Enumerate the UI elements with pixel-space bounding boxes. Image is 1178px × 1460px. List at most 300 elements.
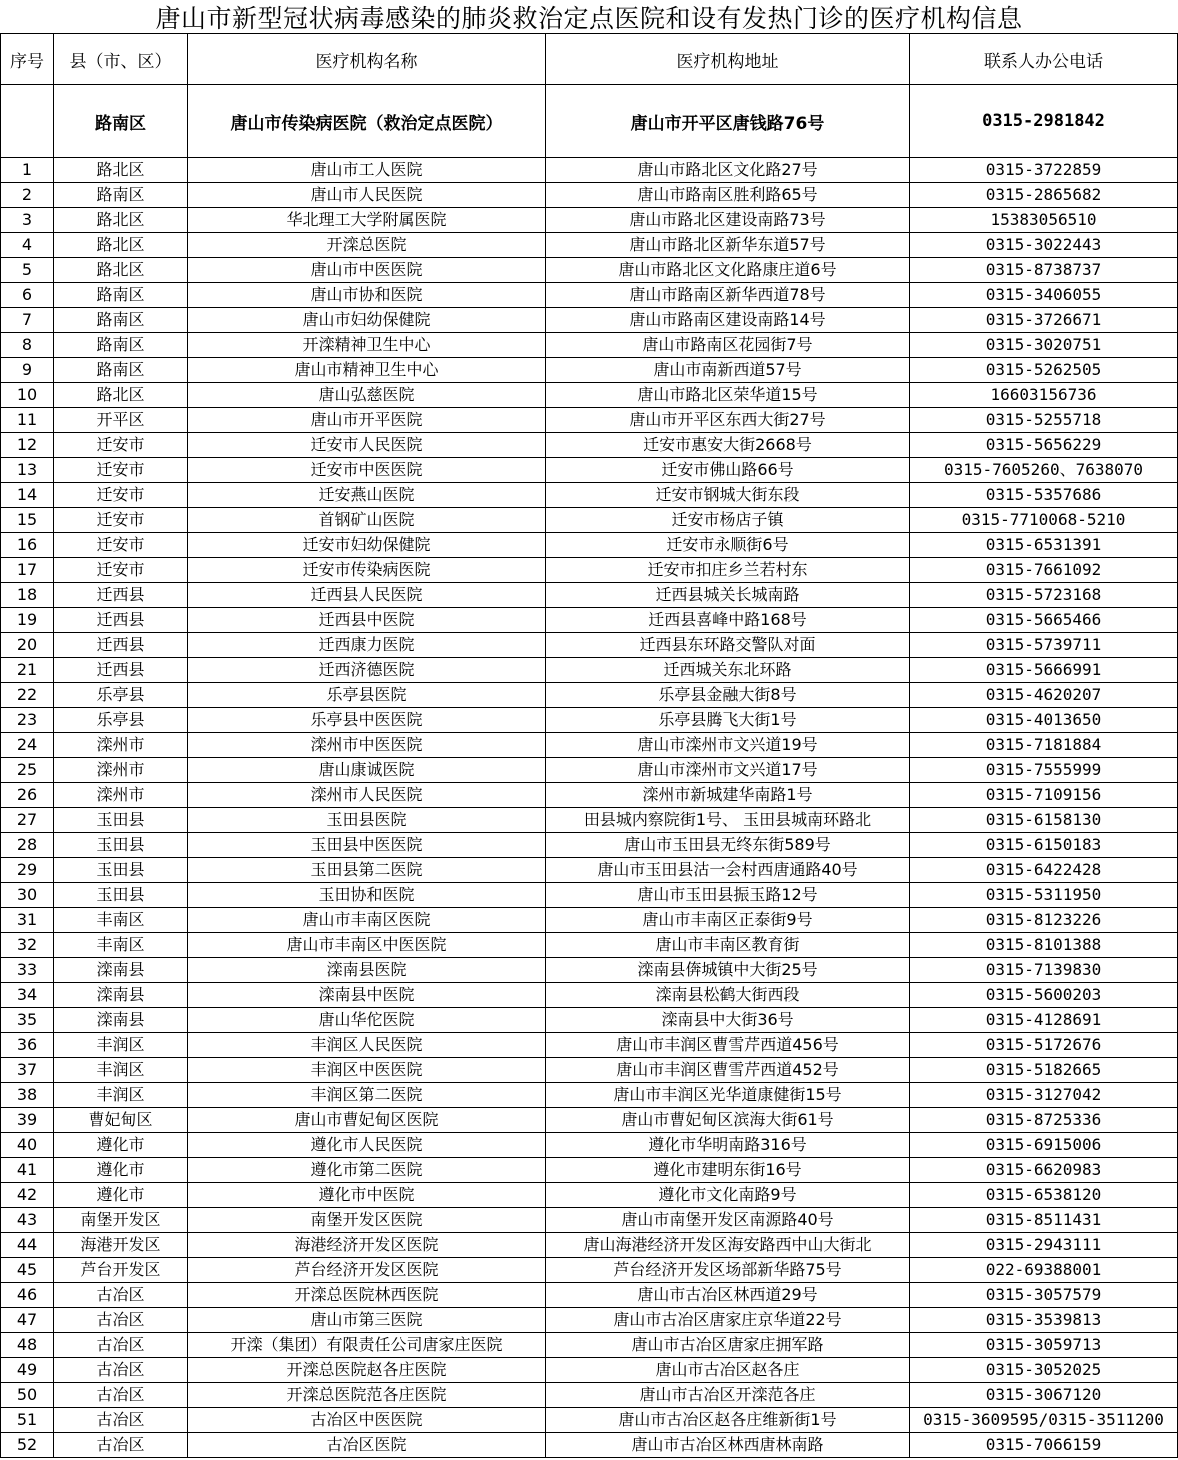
cell-address: 迁安市惠安大街2668号	[546, 433, 910, 458]
cell-address: 唐山市路南区新华西道78号	[546, 283, 910, 308]
cell-county: 开平区	[54, 408, 188, 433]
cell-phone: 0315-3020751	[910, 333, 1178, 358]
table-row	[1, 833, 1178, 858]
cell-no: 24	[1, 733, 54, 758]
cell-name: 迁西济德医院	[188, 658, 546, 683]
cell-name: 海港经济开发区医院	[188, 1233, 546, 1258]
cell-address: 迁西县喜峰中路168号	[546, 608, 910, 633]
cell-county: 滦州市	[54, 783, 188, 808]
cell-county: 曹妃甸区	[54, 1108, 188, 1133]
table-row	[1, 1183, 1178, 1208]
cell-no: 15	[1, 508, 54, 533]
cell-county: 玉田县	[54, 808, 188, 833]
cell-address: 唐山市路北区文化路27号	[546, 158, 910, 183]
cell-county: 滦州市	[54, 733, 188, 758]
cell-county: 路南区	[54, 358, 188, 383]
table-row	[1, 658, 1178, 683]
cell-county: 海港开发区	[54, 1233, 188, 1258]
cell-name: 唐山弘慈医院	[188, 383, 546, 408]
cell-phone: 0315-3067120	[910, 1383, 1178, 1408]
cell-county: 古冶区	[54, 1383, 188, 1408]
cell-address: 唐山市丰润区光华道康健街15号	[546, 1083, 910, 1108]
cell-phone: 0315-8123226	[910, 908, 1178, 933]
cell-phone: 0315-7555999	[910, 758, 1178, 783]
cell-phone: 0315-3539813	[910, 1308, 1178, 1333]
table-row	[1, 908, 1178, 933]
cell-no: 12	[1, 433, 54, 458]
cell-no: 16	[1, 533, 54, 558]
cell-address: 乐亭县金融大街8号	[546, 683, 910, 708]
cell-address: 遵化市建明东街16号	[546, 1158, 910, 1183]
cell-county: 路北区	[54, 208, 188, 233]
cell-phone: 0315-5357686	[910, 483, 1178, 508]
table-header-row	[1, 34, 1178, 85]
cell-phone: 0315-4013650	[910, 708, 1178, 733]
cell-no: 8	[1, 333, 54, 358]
table-row	[1, 1258, 1178, 1283]
cell-no: 17	[1, 558, 54, 583]
cell-no: 35	[1, 1008, 54, 1033]
cell-county: 丰南区	[54, 908, 188, 933]
page-title: 唐山市新型冠状病毒感染的肺炎救治定点医院和设有发热门诊的医疗机构信息	[155, 4, 1023, 33]
table-row	[1, 1383, 1178, 1408]
cell-no: 7	[1, 308, 54, 333]
cell-county: 迁安市	[54, 458, 188, 483]
cell-no: 19	[1, 608, 54, 633]
cell-address: 迁西县东环路交警队对面	[546, 633, 910, 658]
cell-name: 唐山华佗医院	[188, 1008, 546, 1033]
cell-name: 遵化市中医院	[188, 1183, 546, 1208]
cell-name: 滦南县中医院	[188, 983, 546, 1008]
table-row	[1, 558, 1178, 583]
cell-no: 30	[1, 883, 54, 908]
table-row	[1, 1358, 1178, 1383]
cell-no: 52	[1, 1433, 54, 1458]
table-row	[1, 433, 1178, 458]
cell-phone: 0315-6620983	[910, 1158, 1178, 1183]
cell-no: 3	[1, 208, 54, 233]
cell-no: 21	[1, 658, 54, 683]
cell-phone: 0315-4128691	[910, 1008, 1178, 1033]
cell-no: 13	[1, 458, 54, 483]
cell-name: 古冶区中医医院	[188, 1408, 546, 1433]
cell-no: 47	[1, 1308, 54, 1333]
table-row	[1, 158, 1178, 183]
cell-address: 唐山市古冶区林西道29号	[546, 1283, 910, 1308]
cell-name: 玉田协和医院	[188, 883, 546, 908]
cell-phone: 0315-6422428	[910, 858, 1178, 883]
cell-name: 迁安燕山医院	[188, 483, 546, 508]
cell-phone: 0315-5665466	[910, 608, 1178, 633]
cell-county: 路南区	[54, 283, 188, 308]
cell-address: 唐山市古冶区唐家庄京华道22号	[546, 1308, 910, 1333]
cell-county: 滦南县	[54, 1008, 188, 1033]
cell-county: 丰润区	[54, 1083, 188, 1108]
cell-name: 唐山市传染病医院（救治定点医院）	[188, 85, 546, 158]
table-row	[1, 1008, 1178, 1033]
table-row	[1, 408, 1178, 433]
cell-no: 23	[1, 708, 54, 733]
cell-name: 迁安市人民医院	[188, 433, 546, 458]
table-row	[1, 333, 1178, 358]
cell-address: 滦南县倴城镇中大街25号	[546, 958, 910, 983]
cell-no: 26	[1, 783, 54, 808]
cell-address: 遵化市华明南路316号	[546, 1133, 910, 1158]
cell-county: 路北区	[54, 258, 188, 283]
table-row	[1, 858, 1178, 883]
cell-no: 9	[1, 358, 54, 383]
cell-no: 40	[1, 1133, 54, 1158]
cell-address: 滦南县松鹤大街西段	[546, 983, 910, 1008]
cell-name: 唐山市中医医院	[188, 258, 546, 283]
table-row	[1, 1158, 1178, 1183]
cell-address: 唐山市玉田县振玉路12号	[546, 883, 910, 908]
cell-phone: 0315-5172676	[910, 1033, 1178, 1058]
header-no: 序号	[1, 34, 54, 85]
cell-no: 34	[1, 983, 54, 1008]
cell-county: 滦南县	[54, 983, 188, 1008]
cell-county: 南堡开发区	[54, 1208, 188, 1233]
cell-phone: 0315-6538120	[910, 1183, 1178, 1208]
cell-county: 迁安市	[54, 558, 188, 583]
cell-phone: 0315-7139830	[910, 958, 1178, 983]
cell-county: 路南区	[54, 308, 188, 333]
table-row	[1, 583, 1178, 608]
cell-county: 迁安市	[54, 533, 188, 558]
cell-phone: 0315-6150183	[910, 833, 1178, 858]
cell-name: 开滦总医院赵各庄医院	[188, 1358, 546, 1383]
table-row	[1, 883, 1178, 908]
cell-phone: 0315-5739711	[910, 633, 1178, 658]
table-row	[1, 683, 1178, 708]
cell-no: 31	[1, 908, 54, 933]
cell-address: 唐山市滦州市文兴道17号	[546, 758, 910, 783]
cell-name: 南堡开发区医院	[188, 1208, 546, 1233]
cell-name: 开滦总医院林西医院	[188, 1283, 546, 1308]
cell-phone: 16603156736	[910, 383, 1178, 408]
cell-no: 41	[1, 1158, 54, 1183]
table-row	[1, 1433, 1178, 1458]
cell-county: 古冶区	[54, 1283, 188, 1308]
cell-no: 14	[1, 483, 54, 508]
cell-phone: 0315-8738737	[910, 258, 1178, 283]
cell-phone: 0315-3022443	[910, 233, 1178, 258]
cell-name: 滦州市中医医院	[188, 733, 546, 758]
cell-county: 遵化市	[54, 1158, 188, 1183]
cell-address: 唐山市南新西道57号	[546, 358, 910, 383]
cell-name: 迁西康力医院	[188, 633, 546, 658]
cell-address: 迁安市钢城大街东段	[546, 483, 910, 508]
cell-county: 古冶区	[54, 1433, 188, 1458]
cell-name: 唐山市人民医院	[188, 183, 546, 208]
cell-name: 遵化市人民医院	[188, 1133, 546, 1158]
cell-address: 唐山市开平区唐钱路76号	[546, 85, 910, 158]
cell-phone: 0315-2981842	[910, 85, 1178, 158]
cell-no	[1, 85, 54, 158]
cell-address: 唐山海港经济开发区海安路西中山大街北	[546, 1233, 910, 1258]
cell-name: 唐山市第三医院	[188, 1308, 546, 1333]
cell-address: 迁西县城关长城南路	[546, 583, 910, 608]
cell-address: 唐山市路南区胜利路65号	[546, 183, 910, 208]
cell-county: 乐亭县	[54, 683, 188, 708]
cell-name: 滦州市人民医院	[188, 783, 546, 808]
cell-address: 唐山市古冶区唐家庄拥军路	[546, 1333, 910, 1358]
cell-address: 芦台经济开发区场部新华路75号	[546, 1258, 910, 1283]
header-county: 县（市、区）	[54, 34, 188, 85]
cell-county: 古冶区	[54, 1333, 188, 1358]
cell-name: 迁西县人民医院	[188, 583, 546, 608]
table-row	[1, 208, 1178, 233]
cell-name: 玉田县第二医院	[188, 858, 546, 883]
hospital-table	[0, 33, 1178, 1458]
cell-name: 唐山市精神卫生中心	[188, 358, 546, 383]
table-row	[1, 1133, 1178, 1158]
table-row	[1, 983, 1178, 1008]
cell-name: 迁安市中医医院	[188, 458, 546, 483]
cell-county: 路北区	[54, 158, 188, 183]
cell-name: 唐山市曹妃甸区医院	[188, 1108, 546, 1133]
cell-county: 路南区	[54, 85, 188, 158]
cell-no: 18	[1, 583, 54, 608]
cell-address: 唐山市古冶区赵各庄	[546, 1358, 910, 1383]
cell-address: 唐山市古冶区开滦范各庄	[546, 1383, 910, 1408]
cell-phone: 0315-4620207	[910, 683, 1178, 708]
cell-name: 唐山市开平医院	[188, 408, 546, 433]
cell-no: 28	[1, 833, 54, 858]
header-address: 医疗机构地址	[546, 34, 910, 85]
cell-name: 迁安市传染病医院	[188, 558, 546, 583]
table-row	[1, 1058, 1178, 1083]
cell-phone: 0315-6531391	[910, 533, 1178, 558]
cell-no: 11	[1, 408, 54, 433]
cell-phone: 0315-5182665	[910, 1058, 1178, 1083]
table-row	[1, 933, 1178, 958]
table-row	[1, 533, 1178, 558]
cell-county: 遵化市	[54, 1183, 188, 1208]
cell-county: 古冶区	[54, 1358, 188, 1383]
cell-phone: 0315-3609595/0315-3511200	[910, 1408, 1178, 1433]
cell-phone: 0315-8725336	[910, 1108, 1178, 1133]
cell-address: 田县城内察院街1号、 玉田县城南环路北	[546, 808, 910, 833]
table-row	[1, 758, 1178, 783]
cell-name: 开滦（集团）有限责任公司唐家庄医院	[188, 1333, 546, 1358]
cell-phone: 0315-3722859	[910, 158, 1178, 183]
cell-address: 唐山市古冶区赵各庄维新街1号	[546, 1408, 910, 1433]
cell-phone: 0315-7109156	[910, 783, 1178, 808]
cell-no: 36	[1, 1033, 54, 1058]
cell-address: 唐山市滦州市文兴道19号	[546, 733, 910, 758]
table-row	[1, 1333, 1178, 1358]
cell-name: 唐山市丰南区中医医院	[188, 933, 546, 958]
cell-name: 迁西县中医院	[188, 608, 546, 633]
cell-address: 唐山市丰南区正泰街9号	[546, 908, 910, 933]
table-row	[1, 608, 1178, 633]
cell-no: 22	[1, 683, 54, 708]
cell-phone: 0315-5600203	[910, 983, 1178, 1008]
cell-address: 唐山市丰润区曹雪芹西道452号	[546, 1058, 910, 1083]
cell-address: 唐山市路北区建设南路73号	[546, 208, 910, 233]
cell-no: 49	[1, 1358, 54, 1383]
cell-phone: 0315-2865682	[910, 183, 1178, 208]
cell-no: 29	[1, 858, 54, 883]
cell-address: 迁安市永顺街6号	[546, 533, 910, 558]
cell-no: 51	[1, 1408, 54, 1433]
cell-no: 32	[1, 933, 54, 958]
cell-county: 丰润区	[54, 1058, 188, 1083]
cell-county: 丰润区	[54, 1033, 188, 1058]
cell-phone: 0315-3059713	[910, 1333, 1178, 1358]
cell-address: 唐山市路北区荣华道15号	[546, 383, 910, 408]
cell-no: 37	[1, 1058, 54, 1083]
cell-name: 开滦总医院范各庄医院	[188, 1383, 546, 1408]
cell-county: 古冶区	[54, 1308, 188, 1333]
cell-phone: 0315-7066159	[910, 1433, 1178, 1458]
cell-address: 遵化市文化南路9号	[546, 1183, 910, 1208]
cell-county: 滦南县	[54, 958, 188, 983]
cell-phone: 0315-7605260、7638070	[910, 458, 1178, 483]
cell-no: 6	[1, 283, 54, 308]
table-row	[1, 1233, 1178, 1258]
table-row	[1, 458, 1178, 483]
cell-address: 唐山市路南区花园街7号	[546, 333, 910, 358]
cell-name: 唐山市妇幼保健院	[188, 308, 546, 333]
cell-no: 44	[1, 1233, 54, 1258]
cell-county: 迁西县	[54, 633, 188, 658]
cell-address: 滦南县中大街36号	[546, 1008, 910, 1033]
cell-name: 唐山康诚医院	[188, 758, 546, 783]
table-row	[1, 783, 1178, 808]
cell-no: 10	[1, 383, 54, 408]
cell-county: 迁安市	[54, 483, 188, 508]
cell-phone: 0315-5723168	[910, 583, 1178, 608]
table-row	[1, 183, 1178, 208]
cell-address: 迁西城关东北环路	[546, 658, 910, 683]
cell-address: 唐山市路北区新华东道57号	[546, 233, 910, 258]
cell-address: 迁安市杨店子镇	[546, 508, 910, 533]
table-row	[1, 1083, 1178, 1108]
featured-row	[1, 85, 1178, 158]
cell-address: 唐山市曹妃甸区滨海大街61号	[546, 1108, 910, 1133]
table-row	[1, 1033, 1178, 1058]
cell-no: 27	[1, 808, 54, 833]
cell-county: 迁西县	[54, 658, 188, 683]
cell-county: 迁安市	[54, 508, 188, 533]
cell-name: 芦台经济开发区医院	[188, 1258, 546, 1283]
cell-address: 滦州市新城建华南路1号	[546, 783, 910, 808]
cell-name: 华北理工大学附属医院	[188, 208, 546, 233]
cell-address: 唐山市古冶区林西唐林南路	[546, 1433, 910, 1458]
cell-name: 唐山市工人医院	[188, 158, 546, 183]
cell-address: 唐山市玉田县无终东街589号	[546, 833, 910, 858]
cell-name: 唐山市协和医院	[188, 283, 546, 308]
cell-address: 唐山市丰南区教育街	[546, 933, 910, 958]
cell-address: 唐山市玉田县沽一会村西唐通路40号	[546, 858, 910, 883]
cell-address: 乐亭县腾飞大街1号	[546, 708, 910, 733]
cell-phone: 0315-3052025	[910, 1358, 1178, 1383]
cell-address: 唐山市路南区建设南路14号	[546, 308, 910, 333]
cell-name: 丰润区中医医院	[188, 1058, 546, 1083]
cell-name: 乐亭县中医医院	[188, 708, 546, 733]
cell-address: 唐山市路北区文化路康庄道6号	[546, 258, 910, 283]
cell-no: 43	[1, 1208, 54, 1233]
table-row	[1, 258, 1178, 283]
cell-phone: 0315-7181884	[910, 733, 1178, 758]
cell-phone: 022-69388001	[910, 1258, 1178, 1283]
cell-phone: 0315-2943111	[910, 1233, 1178, 1258]
table-row	[1, 633, 1178, 658]
cell-no: 45	[1, 1258, 54, 1283]
table-row	[1, 483, 1178, 508]
table-row	[1, 1208, 1178, 1233]
cell-county: 迁安市	[54, 433, 188, 458]
cell-county: 古冶区	[54, 1408, 188, 1433]
cell-phone: 0315-5656229	[910, 433, 1178, 458]
cell-address: 唐山市南堡开发区南源路40号	[546, 1208, 910, 1233]
cell-phone: 0315-3406055	[910, 283, 1178, 308]
table-row	[1, 1308, 1178, 1333]
table-row	[1, 1283, 1178, 1308]
cell-phone: 0315-5666991	[910, 658, 1178, 683]
cell-phone: 0315-6915006	[910, 1133, 1178, 1158]
header-name: 医疗机构名称	[188, 34, 546, 85]
cell-no: 4	[1, 233, 54, 258]
cell-county: 玉田县	[54, 858, 188, 883]
table-row	[1, 958, 1178, 983]
cell-county: 玉田县	[54, 833, 188, 858]
cell-phone: 15383056510	[910, 208, 1178, 233]
cell-name: 开滦总医院	[188, 233, 546, 258]
cell-county: 路北区	[54, 233, 188, 258]
table-row	[1, 383, 1178, 408]
cell-name: 遵化市第二医院	[188, 1158, 546, 1183]
cell-no: 1	[1, 158, 54, 183]
cell-address: 迁安市佛山路66号	[546, 458, 910, 483]
cell-name: 玉田县中医医院	[188, 833, 546, 858]
cell-phone: 0315-7710068-5210	[910, 508, 1178, 533]
cell-no: 25	[1, 758, 54, 783]
cell-name: 滦南县医院	[188, 958, 546, 983]
cell-phone: 0315-3726671	[910, 308, 1178, 333]
cell-name: 开滦精神卫生中心	[188, 333, 546, 358]
table-row	[1, 708, 1178, 733]
cell-no: 42	[1, 1183, 54, 1208]
table-row	[1, 508, 1178, 533]
cell-phone: 0315-5311950	[910, 883, 1178, 908]
header-phone: 联系人办公电话	[910, 34, 1178, 85]
cell-no: 2	[1, 183, 54, 208]
cell-name: 古冶区医院	[188, 1433, 546, 1458]
cell-county: 乐亭县	[54, 708, 188, 733]
cell-county: 路南区	[54, 333, 188, 358]
cell-phone: 0315-3127042	[910, 1083, 1178, 1108]
table-row	[1, 1408, 1178, 1433]
table-row	[1, 808, 1178, 833]
cell-county: 丰南区	[54, 933, 188, 958]
cell-phone: 0315-7661092	[910, 558, 1178, 583]
cell-phone: 0315-5262505	[910, 358, 1178, 383]
cell-county: 迁西县	[54, 583, 188, 608]
cell-no: 33	[1, 958, 54, 983]
cell-phone: 0315-3057579	[910, 1283, 1178, 1308]
cell-no: 46	[1, 1283, 54, 1308]
cell-name: 迁安市妇幼保健院	[188, 533, 546, 558]
cell-address: 唐山市开平区东西大街27号	[546, 408, 910, 433]
cell-phone: 0315-6158130	[910, 808, 1178, 833]
table-row	[1, 283, 1178, 308]
table-row	[1, 308, 1178, 333]
cell-county: 遵化市	[54, 1133, 188, 1158]
cell-no: 48	[1, 1333, 54, 1358]
